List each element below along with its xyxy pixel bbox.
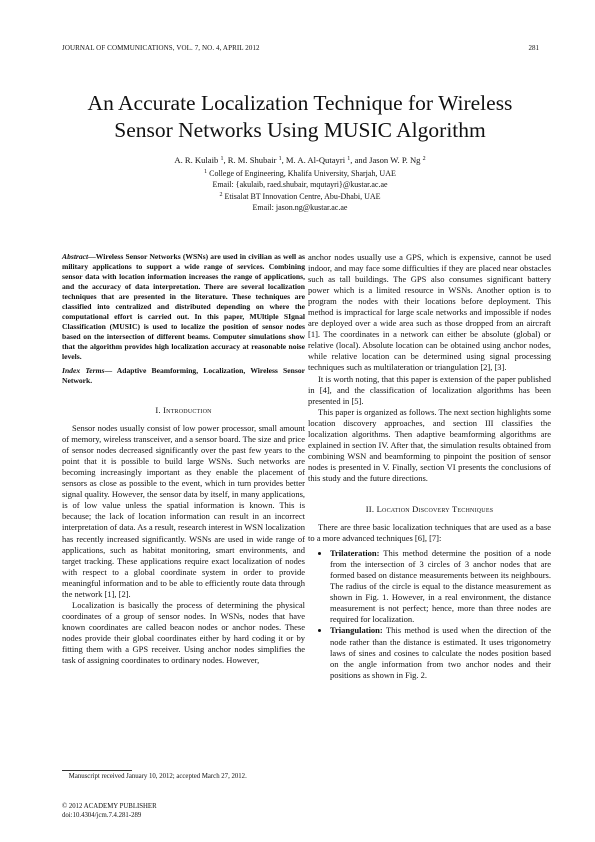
copyright: © 2012 ACADEMY PUBLISHER bbox=[62, 803, 157, 810]
right-column bbox=[308, 252, 551, 681]
bullet-term: Trilateration: bbox=[330, 548, 380, 559]
author-2: R. M. Shubair bbox=[227, 155, 277, 165]
right-paragraph-1: anchor nodes usually use a GPS, which is expensive, cannot be used indoor, and may face some difficulties if they are placed near obstacles such as tall buildings. The GPS also consumes significant battery power which is a limited resource in WSNs. Another option is to program the nodes with their locations before deployment. This method is impractical for large scale networks and impossible if nodes are deployed over a wide area such as those dropped from an aircraft [1]. The coordinates in a network can either be absolute (global) or relative (local). Absolute location can be obtained using anchor nodes, while relative location can be determined using signal processing techniques such as multilateration or triangulation [2], [3]. bbox=[308, 252, 551, 373]
section-1-title: Introduction bbox=[163, 405, 212, 415]
intro-paragraph-1: Sensor nodes usually consist of low power processor, small amount of memory, wireless transceiver, and a sensor board. The size and price of sensor nodes decreased significantly over the past few years to the point that it is possible to build large WSNs. Such networks are becoming increasingly important as they enable the placement of sensors as close as possible to the event, which in turn provides better signal quality. However, the sensor data by itself, in many applications, is of low value unless the spatial information is known. This is because; the lack of location information can result in an incorrect interpretation of data. As a result, research interest in WSN localization has recently increased significantly. WSNs are used in wide range of applications, such as habitat monitoring, smart environments, and target tracking. These applications require exact localization of nodes with respect to a global coordinate system in order to provide meaningful information and to be able to efficiently route data through the network [1], [2]. bbox=[62, 423, 305, 599]
abstract-label: Abstract bbox=[62, 252, 89, 261]
bullet-text: This method determine the position of a node from the intersection of 3 circles of 3 anchor nodes that are formed based on distance measurements between its neighbours. The radius of the circle is equal to the distance measurement as shown in Fig. 1. However, in a real environment, the distance measurement is not perfect; hence, more than three nodes are required for localization. bbox=[330, 548, 551, 625]
right-paragraph-2: It is worth noting, that this paper is extension of the paper published in [4], and the classification of localization algorithms has been presented in [5]. bbox=[308, 373, 551, 406]
intro-paragraph-2: Localization is basically the process of determining the physical coordinates of a group of sensor nodes. In WSNs, nodes that have known coordinates are called beacon nodes or anchor nodes. These nodes provide their global coordinates either by hard coding it or by fitting them with a GPS receiver. Using anchor nodes simplifies the task of assigning coordinates to ordinary nodes. However, bbox=[62, 599, 305, 666]
footnote-rule bbox=[62, 770, 132, 771]
abstract-text: —Wireless Sensor Networks (WSNs) are used in civilian as well as military applications to support a wide range of services. Combining sensor data with location information increases the range of applications, and the accuracy of data interpretation. There are several localization techniques that are presented in the literature. These techniques are classified into centralized and distributed depending on where the computational effort is carried out. In this paper, MUltiple SIgnal Classification (MUSIC) is used to localize the position of sensor nodes based on the intersection of different beams. Computer simulations show that the algorithm provides high localization accuracy at reasonable noise levels. bbox=[62, 252, 305, 361]
title-line-1: An Accurate Localization Technique for Wireless bbox=[87, 91, 513, 115]
left-column bbox=[62, 252, 305, 666]
list-item bbox=[330, 625, 551, 680]
page-footer bbox=[62, 803, 157, 820]
index-terms-label: Index Terms bbox=[62, 366, 105, 375]
journal-header: JOURNAL OF COMMUNICATIONS, VOL. 7, NO. 4, APRIL 2012 bbox=[62, 44, 260, 52]
section-1-number: I. bbox=[155, 405, 161, 415]
right-paragraph-3: This paper is organized as follows. The next section highlights some location discovery approaches, and section III classifies the localization algorithms. Then adaptive beamforming algorithms are explained in section IV. After that, the simulation results obtained from combining WSN and beamforming to pinpoint the position of sensor nodes is presented in V. Finally, section VI presents the conclusions of this study and the future directions. bbox=[308, 406, 551, 483]
index-terms bbox=[62, 366, 305, 386]
list-item bbox=[330, 548, 551, 625]
affiliation-1-mark: 1 bbox=[204, 169, 208, 175]
page-number: 281 bbox=[528, 44, 539, 52]
technique-list bbox=[308, 548, 551, 681]
index-terms-text: — Adaptive Beamforming, Localization, Wireless Sensor Network. bbox=[62, 366, 305, 385]
author-4-affil: 2 bbox=[422, 156, 426, 162]
affiliation-2-email: Email: jason.ng@kustar.ac.ae bbox=[252, 203, 348, 212]
affiliation-1-email: Email: {akulaib, raed.shubair, mqutayri}@kustar.ac.ae bbox=[212, 180, 388, 189]
author-list: A. R. Kulaib $^1$, R. M. Shubair $^1$, M. A. Al-Qutayri $^1$, and Jason W. P. Ng $^2$ bbox=[174, 155, 426, 165]
author-4: and Jason W. P. Ng bbox=[354, 155, 421, 165]
author-3: M. A. Al-Qutayri bbox=[285, 155, 346, 165]
doi: doi:10.4304/jcm.7.4.281-289 bbox=[62, 811, 142, 819]
bullet-text: This method is used when the direction of the node rather than the distance is estimated. It uses trigonometry laws of sines and cosines to calculate the nodes position based on the angle information from two anchor nodes and their positions as shown in Fig. 2. bbox=[330, 625, 551, 680]
author-2-affil: 1 bbox=[278, 156, 282, 162]
section-2-heading bbox=[308, 504, 551, 515]
affiliation-1 bbox=[40, 168, 560, 179]
section-2-intro: There are three basic localization techniques that are used as a base to a more advanced techniques [6], [7]: bbox=[308, 522, 551, 544]
section-2-title: Location Discovery Techniques bbox=[376, 503, 494, 514]
footnote bbox=[62, 773, 305, 780]
abstract bbox=[62, 252, 305, 362]
section-1-heading bbox=[62, 405, 305, 416]
section-2-number: II. bbox=[365, 503, 375, 514]
affiliation-2-text: Etisalat BT Innovation Centre, Abu-Dhabi, UAE bbox=[224, 192, 381, 201]
title-line-2: Sensor Networks Using MUSIC Algorithm bbox=[114, 118, 486, 142]
author-3-affil: 1 bbox=[347, 156, 351, 162]
author-1-affil: 1 bbox=[220, 156, 224, 162]
affiliation-2 bbox=[40, 191, 560, 202]
affiliation-1-text: College of Engineering, Khalifa University, Sharjah, UAE bbox=[209, 169, 396, 178]
author-1: A. R. Kulaib bbox=[174, 155, 219, 165]
footnote-text: Manuscript received January 10, 2012; accepted March 27, 2012. bbox=[68, 773, 247, 780]
affiliation-2-mark: 2 bbox=[219, 192, 223, 198]
paper-title bbox=[40, 90, 560, 144]
bullet-term: Triangulation: bbox=[330, 625, 383, 636]
